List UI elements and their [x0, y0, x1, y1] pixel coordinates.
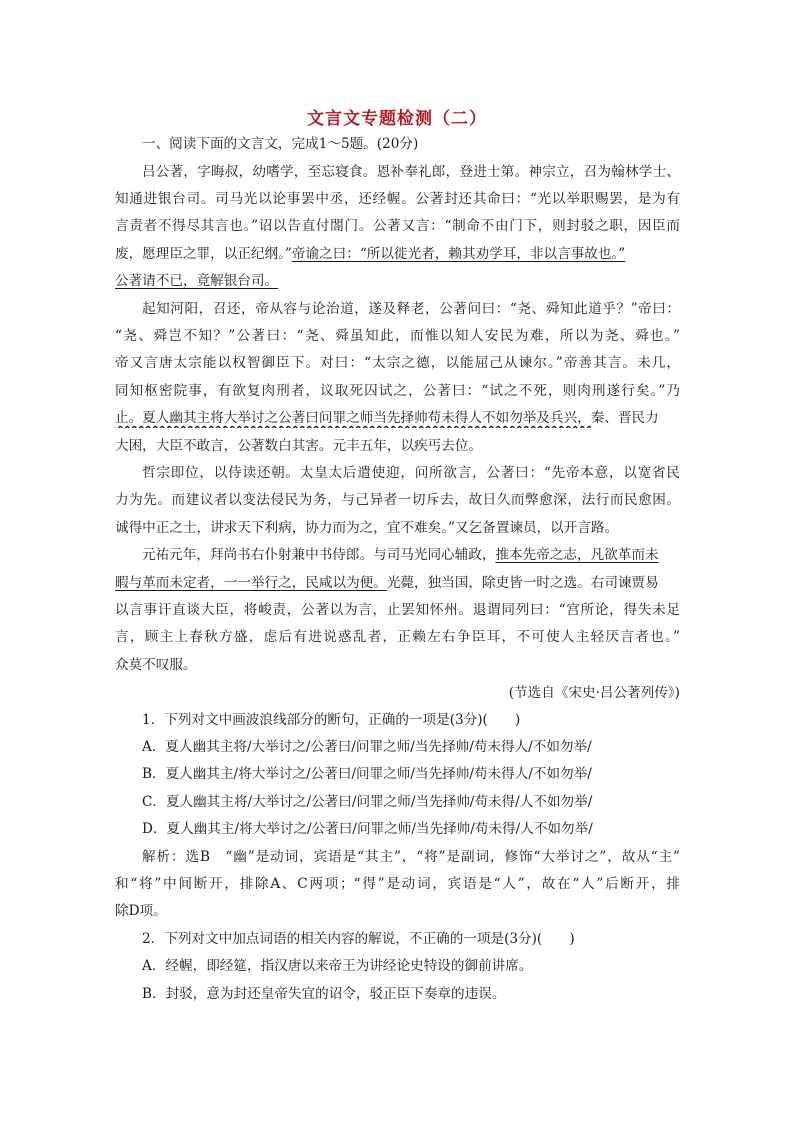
passage-line: 言，顾主上春秋方盛，虑后有进说惑乱者，正赖左右争臣耳，不可使人主轻厌言者也。” [115, 629, 680, 645]
document-title: 文言文专题检测（二） [307, 109, 487, 129]
passage-line [115, 271, 680, 291]
question-stem: 1．下列对文中画波浪线部分的断句，正确的一项是(3分)( ) [142, 712, 521, 728]
passage-line: 起知河阳，召还，帝从容与论治道，遂及释老，公著问曰：“尧、舜知此道乎？”帝曰： [142, 301, 680, 317]
underlined-sentence: 推本先帝之志，凡欲革而未 [495, 547, 659, 563]
passage-line [142, 545, 680, 565]
passage-line [115, 573, 680, 593]
question-stem: 2．下列对文中加点词语的相关内容的解说，不正确的一项是(3分)( ) [142, 931, 575, 947]
passage-line: 众莫不叹服。 [115, 657, 197, 673]
passage-line [115, 408, 680, 428]
underlined-sentence: 暇与革而未定者，一一举行之，民咸以为便。 [115, 575, 387, 591]
explanation-line: 和“将”中间断开，排除A、C两项；“得”是动词，宾语是“人”，故在“人”后断开，排 [115, 876, 680, 892]
option-b: B．封驳，意为封还皇帝失宜的诏令，驳正臣下奏章的违误。 [142, 986, 506, 1002]
passage-line: 以言事讦直谈大臣，将峻责，公著以为言，止罢知怀州。退谓同列曰：“宫所论，得失未足 [115, 602, 680, 618]
option-d: D．夏人幽其主/将大举讨之/公著曰/问罪之师/当先择帅/苟未得/人不如勿举/ [142, 821, 593, 837]
passage-line: “尧、舜岂不知？”公著曰：“尧、舜虽知此，而惟以知人安民为难，所以为尧、舜也。” [115, 328, 680, 344]
underlined-sentence: 公著请不已，竟解银台司。 [115, 273, 279, 289]
section-intro: 一、阅读下面的文言文，完成1～5题。(20分) [142, 136, 419, 152]
passage-text: 秦、晋民力 [590, 410, 659, 426]
passage-line: 大困，大臣不敢言，公著数白其害。元丰五年，以疾丐去位。 [115, 438, 483, 454]
source-citation: (节选自《宋史·吕公著列传》) [508, 685, 680, 701]
option-b: B．夏人幽其主/将大举讨之/公著曰/问罪之师/当先择帅/苟未得人/不如勿举/ [142, 766, 592, 782]
explanation-line: 解析：选B “幽”是动词，宾语是“其主”，“将”是副词，修饰“大举讨之”，故从“主” [142, 849, 680, 865]
passage-line: 言责者不得尽其言也。”诏以告直付閤门。公著又言：“制命不由门下，则封驳之职，因臣而 [115, 218, 680, 234]
passage-line: 诚得中正之士，讲求天下利病，协力而为之，宜不难矣。”又乞备置谏员，以开言路。 [115, 520, 619, 536]
explanation-line: 除D项。 [115, 903, 167, 919]
passage-line: 同知枢密院事，有欲复肉刑者，议取死囚试之，公著曰：“试之不死，则肉刑遂行矣。”乃 [115, 383, 680, 399]
option-c: C．夏人幽其主将/大举讨之/公著曰/问罪之师/当先择帅/苟未得/人不如勿举/ [142, 794, 593, 810]
passage-text: 废，愿理臣之罪，以正纪纲。” [115, 246, 292, 262]
passage-line [115, 244, 680, 264]
passage-line: 哲宗即位，以侍读还朝。太皇太后遣使迎，问所欲言，公著曰：“先帝本意，以宽省民 [142, 465, 680, 481]
option-a: A．夏人幽其主将/大举讨之/公著曰/问罪之师/当先择帅/苟未得人/不如勿举/ [142, 739, 592, 755]
passage-line: 帝又言唐太宗能以权智御臣下。对曰：“太宗之德，以能屈己从谏尔。”帝善其言。未几， [115, 355, 680, 371]
wavy-underlined-sentence: 止。夏人幽其主将大举讨之公著曰问罪之师当先择帅苟未得人不如勿举及兵兴， [115, 410, 591, 426]
passage-line: 吕公著，字晦叔，幼嗜学，至忘寝食。恩补奉礼郎，登进士第。神宗立，召为翰林学士、 [142, 164, 680, 180]
option-a: A．经幄，即经筵，指汉唐以来帝王为讲经论史特设的御前讲席。 [142, 958, 533, 974]
passage-text: 元祐元年，拜尚书右仆射兼中书侍郎。与司马光同心辅政， [142, 547, 496, 563]
passage-text: 光薨，独当国，除吏皆一时之选。右司谏贾易 [386, 575, 659, 591]
passage-line: 知通进银台司。司马光以论事罢中丞，还经幄。公著封还其命曰：“光以举职赐罢，是为有 [115, 191, 680, 207]
underlined-sentence: 帝谕之曰：“所以徙光者，赖其劝学耳，非以言事故也。” [291, 246, 626, 262]
passage-line: 力为先。而建议者以变法侵民为务，与己异者一切斥去，故日久而弊愈深，法行而民愈困。 [115, 492, 680, 508]
